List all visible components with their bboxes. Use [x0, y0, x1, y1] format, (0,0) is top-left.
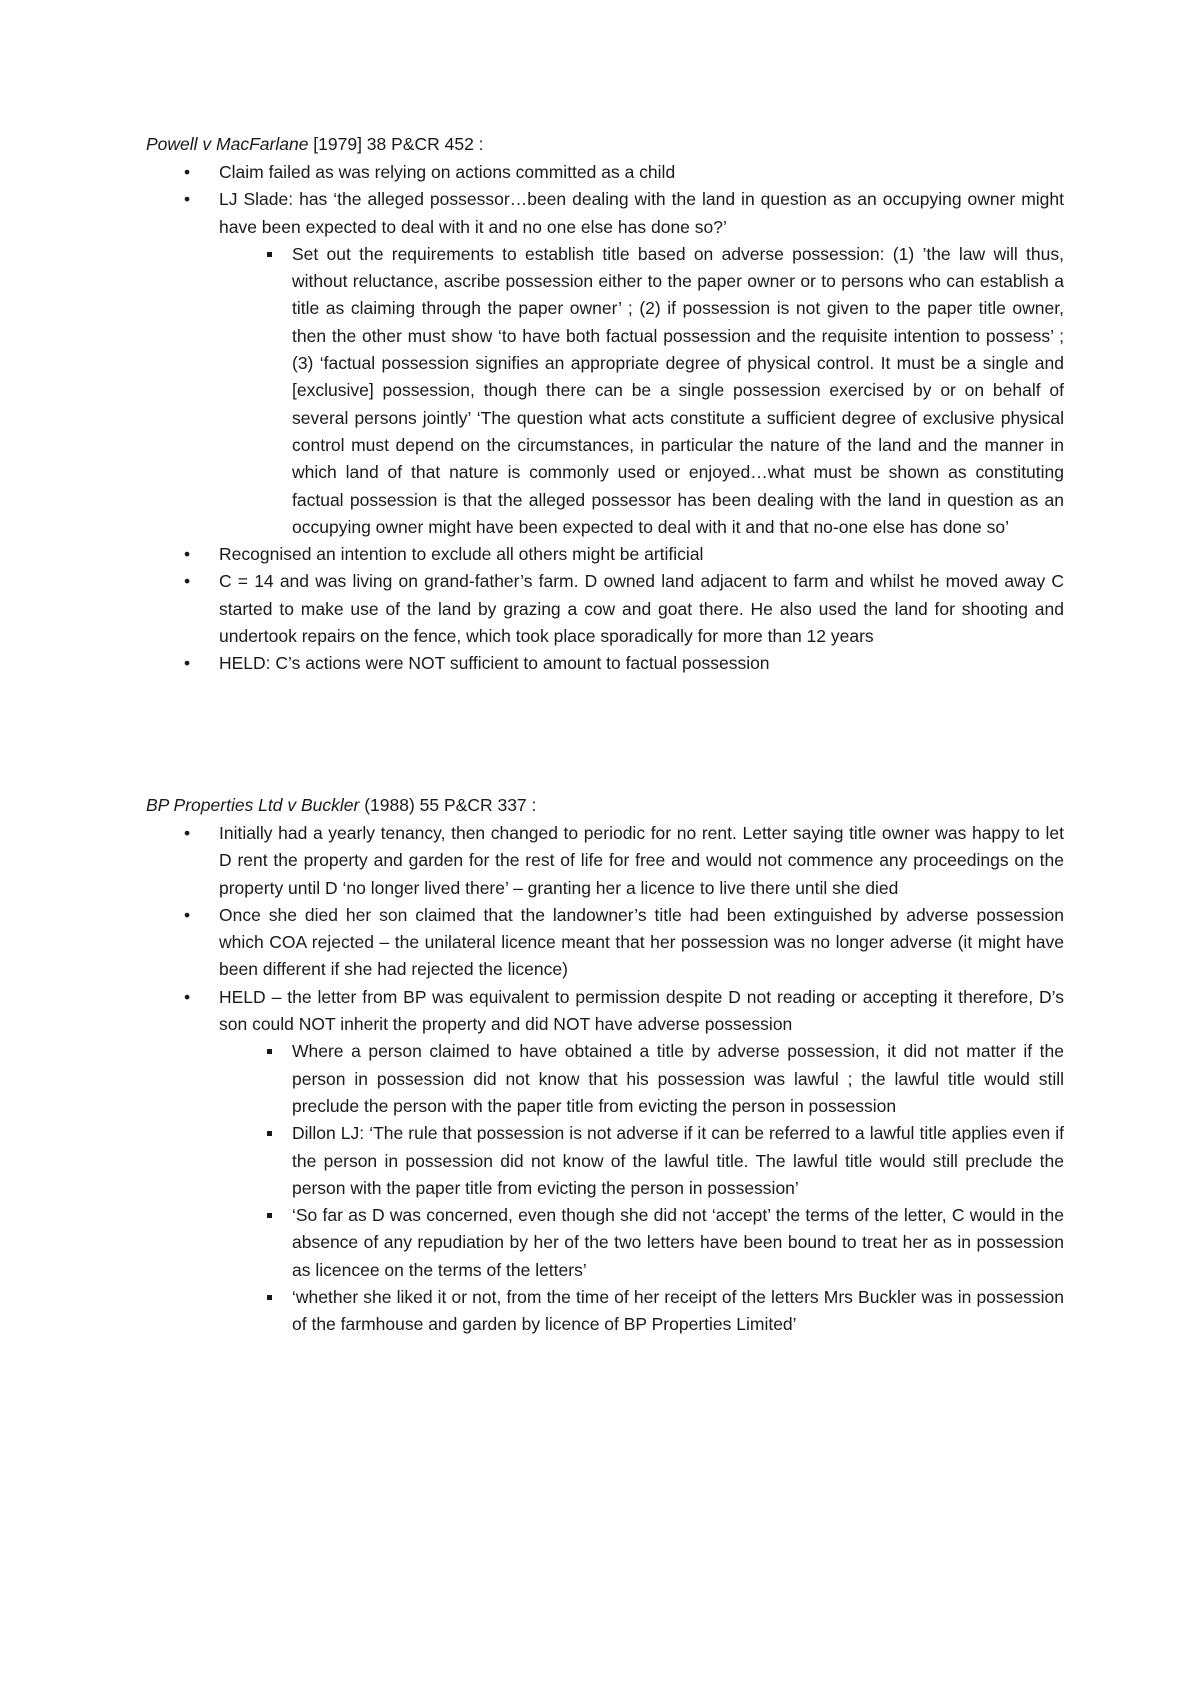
bullet-list-bp-properties [146, 820, 1064, 1339]
bullet-item: • C = 14 and was living on grand-father’s farm. D owned land adjacent to farm and whilst he moved away C started to make use of the land by grazing a cow and goat there. He also used the land for shooting and undertook repairs on the fence, which took place sporadically for more than 12 years [146, 568, 1064, 650]
bullet-item [146, 984, 1064, 1339]
case-heading-bp-properties [146, 792, 536, 819]
case-citation: [1979] 38 P&CR 452 : [308, 134, 484, 154]
bullet-item: • HELD: C’s actions were NOT sufficient to amount to factual possession [146, 650, 1064, 677]
sub-bullet-item: ‘So far as D was concerned, even though she did not ‘accept’ the terms of the letter, C would in the absence of any repudiation by her of the two letters have been bound to treat her as in possession as licencee on the terms of the letters’ [146, 1202, 1064, 1284]
sub-bullet-item: Dillon LJ: ‘The rule that possession is not adverse if it can be referred to a lawful title applies even if the person in possession did not know of the lawful title. The lawful title would still preclude the person with the paper title from evicting the person in possession’ [146, 1120, 1064, 1202]
case-heading-powell [146, 131, 484, 158]
bullet-item [146, 186, 1064, 541]
sub-bullet-list [219, 241, 1064, 541]
sub-bullet-item: Set out the requirements to establish title based on adverse possession: (1) ’the law will thus, without reluctance, ascribe possession either to the paper owner or to persons who can establish a title as claiming through the paper owner’ ; (2) if possession is not given to the paper title owner, then the other must show ‘to have both factual possession and the requisite intention to possess’ ; (3) ‘factual possession signifies an appropriate degree of physical control. It must be a single and [exclusive] possession, though there can be a single possession exercised by or on behalf of several persons jointly’ ‘The question what acts constitute a sufficient degree of exclusive physical control must depend on the circumstances, in particular the nature of the land and the manner in which land of that nature is commonly used or enjoyed…what must be shown as constituting factual possession is that the alleged possessor has been dealing with the land in question as an occupying owner might have been expected to deal with it and that no-one else has done so’ [146, 241, 1064, 541]
bullet-text: HELD – the letter from BP was equivalent to permission despite D not reading or accepting it therefore, D’s son could NOT inherit the property and did NOT have adverse possession [219, 986, 1064, 1035]
bullet-item: • Recognised an intention to exclude all others might be artificial [146, 541, 1064, 568]
bullet-text: LJ Slade: has ‘the alleged possessor…been dealing with the land in question as an occupying owner might have been expected to deal with it and no one else has done so?’ [219, 189, 1064, 237]
bullet-list-powell [146, 159, 1064, 678]
case-name: Powell v MacFarlane [146, 134, 309, 154]
sub-bullet-item: ‘whether she liked it or not, from the time of her receipt of the letters Mrs Buckler was in possession of the farmhouse and garden by licence of BP Properties Limited’ [146, 1284, 1064, 1339]
sub-bullet-list [219, 1038, 1064, 1338]
bullet-item: • Claim failed as was relying on actions committed as a child [146, 159, 1064, 186]
bullet-item: • Once she died her son claimed that the landowner’s title had been extinguished by adverse possession which COA rejected – the unilateral licence meant that her possession was no longer adverse (it might have been different if she had rejected the licence) [146, 902, 1064, 984]
case-citation: (1988) 55 P&CR 337 : [359, 795, 537, 815]
sub-bullet-item: Where a person claimed to have obtained a title by adverse possession, it did not matter if the person in possession did not know that his possession was lawful ; the lawful title would still preclude the person with the paper title from evicting the person in possession [146, 1038, 1064, 1120]
case-name: BP Properties Ltd v Buckler [146, 795, 360, 815]
bullet-item: • Initially had a yearly tenancy, then changed to periodic for no rent. Letter saying title owner was happy to let D rent the property and garden for the rest of life for free and would not commence any proceedings on the property until D ‘no longer lived there’ – granting her a licence to live there until she died [146, 820, 1064, 902]
